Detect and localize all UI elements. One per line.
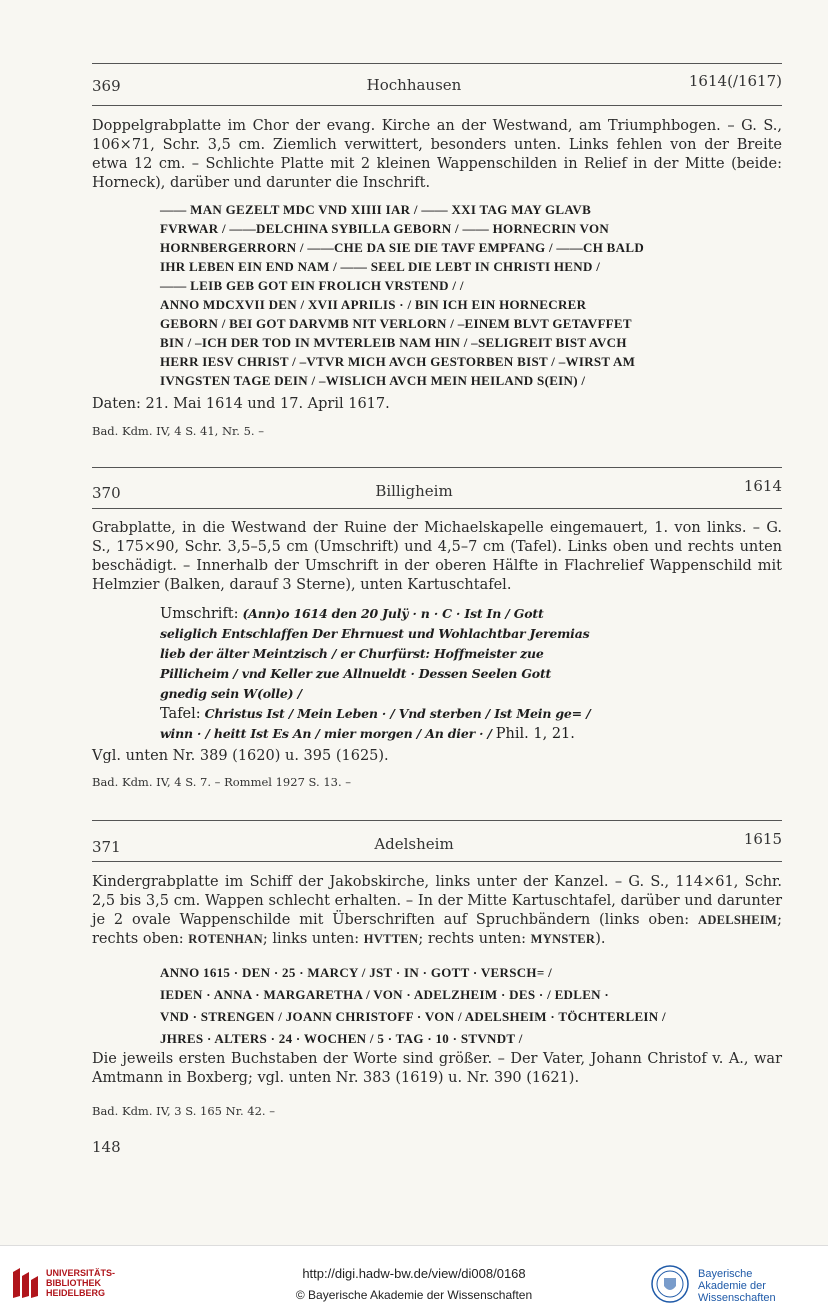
- umschrift-line: gnedig sein W(olle) /: [160, 686, 302, 701]
- inscription: [160, 200, 720, 390]
- coat-of-arms-name: ROTENHAN: [188, 932, 263, 946]
- entry-description: Grabplatte, in die Westwand der Ruine der Michaelskapelle eingemauert, 1. von links. – G. S., 175×90, Schr. 3,5–5,5 cm (Umschrift) und 4,5–7 cm (Tafel). Links oben und rechts unten beschädigt. – Innerhalb der Umschrift in der oberen Hälfte in Flachrelief Wappenschild mit Helmzier (Balken, darauf 3 Sterne), unten Kartuschtafel.: [92, 520, 782, 593]
- entry-place: Billigheim: [375, 482, 453, 500]
- academy-seal-icon[interactable]: [650, 1264, 690, 1304]
- university-library-name[interactable]: UNIVERSITÄTS- BIBLIOTHEK HEIDELBERG: [46, 1268, 116, 1298]
- entry-place: Adelsheim: [374, 835, 454, 853]
- entry-comparison: Vgl. unten Nr. 389 (1620) u. 395 (1625).: [92, 748, 389, 764]
- entry-notes: Die jeweils ersten Buchstaben der Worte sind größer. – Der Vater, Johann Christof v. A., war Amtmann in Boxberg; vgl. unten Nr. 383 (1619) u. Nr. 390 (1621).: [92, 1051, 782, 1086]
- rule-top: [92, 467, 782, 468]
- entry-references: Bad. Kdm. IV, 3 S. 165 Nr. 42. –: [92, 1104, 275, 1118]
- tafel-label: Tafel:: [160, 706, 201, 722]
- entry-references: Bad. Kdm. IV, 4 S. 7. – Rommel 1927 S. 13. –: [92, 775, 352, 789]
- inscription-line: HERR IESV CHRIST / –VTVR MICH AVCH GESTORBEN BIST / –WIRST AM: [160, 354, 636, 369]
- inscription-line: ANNO 1615 · DEN · 25 · MARCY / JST · IN · GOTT · VERSCH= /: [160, 965, 552, 980]
- inscription-line: VND · STRENGEN / JOANN CHRISTOFF · VON / ADELSHEIM · TÖCHTERLEIN /: [160, 1009, 666, 1024]
- inscription-line: ANNO MDCXVII DEN / XVII APRILIS · / BIN ICH EIN HORNECRER: [160, 297, 587, 312]
- entry-references: Bad. Kdm. IV, 4 S. 41, Nr. 5. –: [92, 424, 264, 438]
- entry-dates: Daten: 21. Mai 1614 und 17. April 1617.: [92, 396, 390, 412]
- inscription-line: —— MAN GEZELT MDC VND XIIII IAR / —— XXI TAG MAY GLAVB: [160, 202, 592, 217]
- entry-description: Kindergrabplatte im Schiff der Jakobskirche, links unter der Kanzel. – G. S., 114×61, Schr. 2,5 bis 3,5 cm. Wappen schlecht erhalten. – In der Mitte Kartuschtafel, darüber und darunter je 2 ovale Wappenschilde mit Überschriften auf Spruchbändern (links oben: ADELSHEIM; rechts oben: ROTENHAN; links unten: HVTTEN; rechts unten: MYNSTER).: [92, 874, 782, 947]
- inscription: [160, 962, 760, 1050]
- inscription-line: BIN / –ICH DER TOD IN MVTERLEIB NAM HIN / –SELIGREIT BIST AVCH: [160, 335, 627, 350]
- inscription-line: HORNBERGERRORN / ——CHE DA SIE DIE TAVF EMPFANG / ——CH BALD: [160, 240, 645, 255]
- tafel-reference: Phil. 1, 21.: [495, 726, 575, 742]
- inscription-line: IVNGSTEN TAGE DEIN / –WISLICH AVCH MEIN HEILAND S(EIN) /: [160, 373, 586, 388]
- inscription-line: IHR LEBEN EIN END NAM / —— SEEL DIE LEBT IN CHRISTI HEND /: [160, 259, 601, 274]
- umschrift-line: Pillicheim / vnd Keller zue Allnueldt · Dessen Seelen Gott: [160, 666, 552, 681]
- inscription-line: FVRWAR / ——DELCHINA SYBILLA GEBORN / —— HORNECRIN VON: [160, 221, 610, 236]
- entry-place: Hochhausen: [366, 76, 462, 94]
- entry-number: 370: [92, 484, 121, 502]
- inscription-line: JHRES · ALTERS · 24 · WOCHEN / 5 · TAG · 10 · STVNDT /: [160, 1031, 523, 1046]
- document-url-link[interactable]: http://digi.hadw-bw.de/view/di008/0168: [302, 1266, 526, 1281]
- academy-name[interactable]: Bayerische Akademie der Wissenschaften: [698, 1268, 776, 1304]
- coat-of-arms-name: HVTTEN: [363, 932, 419, 946]
- coat-of-arms-name: MYNSTER: [530, 932, 596, 946]
- entry-year: 1614(/1617): [688, 72, 782, 90]
- inscription-line: —— LEIB GEB GOT EIN FROLICH VRSTEND / /: [160, 278, 464, 293]
- umschrift-line: (Ann)o 1614 den 20 Julÿ · n · C · Ist In / Gott: [242, 606, 544, 621]
- footer-bar: [0, 1245, 828, 1311]
- page-number: 148: [92, 1138, 121, 1156]
- inscription-line: IEDEN · ANNA · MARGARETHA / VON · ADELZHEIM · DES · / EDLEN ·: [160, 987, 610, 1002]
- umschrift-line: lieb der älter Meintzisch / er Churfürst: Hoffmeister zue: [160, 646, 544, 661]
- entry-number: 369: [92, 77, 121, 95]
- umschrift-label: Umschrift:: [160, 606, 239, 622]
- tafel-line: winn · / heitt Ist Es An / mier morgen / An dier · /: [160, 726, 492, 741]
- rule-top: [92, 820, 782, 821]
- entry-year: 1614: [743, 477, 782, 495]
- umschrift: [160, 604, 740, 744]
- inscription-line: GEBORN / BEI GOT DARVMB NIT VERLORN / –EINEM BLVT GETAVFFET: [160, 316, 632, 331]
- umschrift-line: seliglich Entschlaffen Der Ehrnuest und Wohlachtbar Jeremias: [160, 626, 590, 641]
- coat-of-arms-name: ADELSHEIM: [698, 913, 778, 927]
- entry-number: 371: [92, 838, 121, 856]
- tafel-line: Christus Ist / Mein Leben · / Vnd sterben / Ist Mein ge= /: [204, 706, 591, 721]
- rule-header: [92, 105, 782, 106]
- copyright-notice: © Bayerische Akademie der Wissenschaften: [295, 1288, 533, 1302]
- entry-year: 1615: [743, 830, 782, 848]
- rule-header: [92, 508, 782, 509]
- rule-top: [92, 63, 782, 64]
- rule-header: [92, 861, 782, 862]
- entry-description: Doppelgrabplatte im Chor der evang. Kirche an der Westwand, am Triumphbogen. – G. S., 106×71, Schr. 3,5 cm. Ziemlich verwittert, besonders unten. Links fehlen von der Breite etwa 12 cm. – Schlichte Platte mit 2 kleinen Wappenschilden in Relief in der Mitte (beide: Horneck), darüber und darunter die Inschrift.: [92, 118, 782, 191]
